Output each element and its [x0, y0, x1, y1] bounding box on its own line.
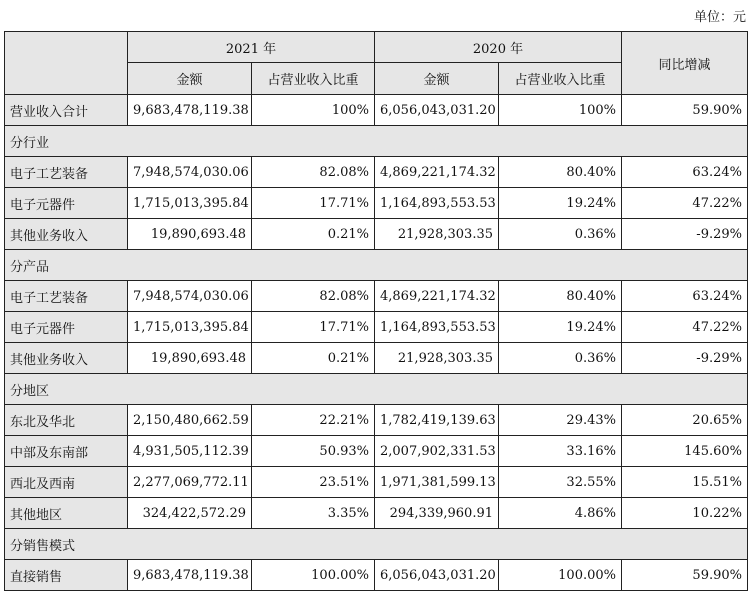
row-label: 电子元器件 — [5, 312, 128, 343]
amount-2021-cell: 7,948,574,030.06 — [128, 157, 252, 188]
amount-2020-cell: 4,869,221,174.32 — [375, 157, 499, 188]
revenue-table — [4, 31, 748, 591]
header-2021: 2021 年 — [128, 32, 375, 63]
amount-2020-cell: 1,782,419,139.63 — [375, 405, 499, 436]
row-label: 电子工艺装备 — [5, 157, 128, 188]
row-label: 电子工艺装备 — [5, 281, 128, 312]
row-label: 东北及华北 — [5, 405, 128, 436]
table-row — [5, 498, 748, 529]
table-row — [5, 157, 748, 188]
header-ratio-2020: 占营业收入比重 — [499, 63, 622, 95]
amount-2020-cell: 1,164,893,553.53 — [375, 188, 499, 219]
ratio-2020-cell: 80.40% — [499, 157, 622, 188]
header-row-years — [5, 32, 748, 63]
amount-2021-cell: 1,715,013,395.84 — [128, 188, 252, 219]
table-row — [5, 560, 748, 591]
ratio-2020-cell: 19.24% — [499, 188, 622, 219]
ratio-2021-cell: 23.51% — [252, 467, 375, 498]
row-label: 西北及西南 — [5, 467, 128, 498]
ratio-2021-cell: 3.35% — [252, 498, 375, 529]
amount-2021-cell: 9,683,478,119.38 — [128, 95, 252, 126]
yoy-cell: 59.90% — [622, 560, 748, 591]
ratio-2020-cell: 33.16% — [499, 436, 622, 467]
ratio-2021-cell: 50.93% — [252, 436, 375, 467]
section-title: 分产品 — [5, 250, 748, 281]
yoy-cell: 15.51% — [622, 467, 748, 498]
amount-2021-cell: 19,890,693.48 — [128, 219, 252, 250]
row-label: 其他业务收入 — [5, 343, 128, 374]
table-row — [5, 219, 748, 250]
header-ratio-2021: 占营业收入比重 — [252, 63, 375, 95]
unit-label: 单位：元 — [693, 10, 746, 25]
amount-2021-cell: 2,277,069,772.11 — [128, 467, 252, 498]
amount-2021-cell: 2,150,480,662.59 — [128, 405, 252, 436]
header-amount-2021: 金额 — [128, 63, 252, 95]
ratio-2020-cell: 100% — [499, 95, 622, 126]
yoy-cell: 63.24% — [622, 157, 748, 188]
header-yoy: 同比增减 — [622, 32, 748, 95]
ratio-2020-cell: 32.55% — [499, 467, 622, 498]
section-header-row — [5, 126, 748, 157]
section-title: 分地区 — [5, 374, 748, 405]
ratio-2020-cell: 0.36% — [499, 343, 622, 374]
table-row — [5, 312, 748, 343]
section-title: 分销售模式 — [5, 529, 748, 560]
yoy-cell: 10.22% — [622, 498, 748, 529]
ratio-2021-cell: 100% — [252, 95, 375, 126]
ratio-2020-cell: 100.00% — [499, 560, 622, 591]
ratio-2021-cell: 0.21% — [252, 343, 375, 374]
table-row — [5, 467, 748, 498]
ratio-2020-cell: 19.24% — [499, 312, 622, 343]
table-row — [5, 343, 748, 374]
row-label: 中部及东南部 — [5, 436, 128, 467]
ratio-2021-cell: 82.08% — [252, 281, 375, 312]
row-label: 营业收入合计 — [5, 95, 128, 126]
row-label: 直接销售 — [5, 560, 128, 591]
table-row — [5, 188, 748, 219]
header-amount-2020: 金额 — [375, 63, 499, 95]
table-row — [5, 436, 748, 467]
amount-2020-cell: 294,339,960.91 — [375, 498, 499, 529]
header-corner-cell — [5, 32, 128, 95]
amount-2020-cell: 21,928,303.35 — [375, 219, 499, 250]
table-row — [5, 281, 748, 312]
amount-2021-cell: 9,683,478,119.38 — [128, 560, 252, 591]
amount-2020-cell: 6,056,043,031.20 — [375, 95, 499, 126]
amount-2021-cell: 7,948,574,030.06 — [128, 281, 252, 312]
ratio-2021-cell: 17.71% — [252, 188, 375, 219]
amount-2021-cell: 4,931,505,112.39 — [128, 436, 252, 467]
ratio-2020-cell: 29.43% — [499, 405, 622, 436]
ratio-2021-cell: 0.21% — [252, 219, 375, 250]
row-label: 其他地区 — [5, 498, 128, 529]
amount-2021-cell: 1,715,013,395.84 — [128, 312, 252, 343]
total-row — [5, 95, 748, 126]
ratio-2021-cell: 82.08% — [252, 157, 375, 188]
table-row — [5, 405, 748, 436]
ratio-2020-cell: 80.40% — [499, 281, 622, 312]
yoy-cell: -9.29% — [622, 219, 748, 250]
yoy-cell: 145.60% — [622, 436, 748, 467]
header-2020: 2020 年 — [375, 32, 622, 63]
yoy-cell: 47.22% — [622, 312, 748, 343]
amount-2020-cell: 1,971,381,599.13 — [375, 467, 499, 498]
row-label: 电子元器件 — [5, 188, 128, 219]
amount-2020-cell: 4,869,221,174.32 — [375, 281, 499, 312]
section-header-row — [5, 250, 748, 281]
row-label: 其他业务收入 — [5, 219, 128, 250]
amount-2020-cell: 21,928,303.35 — [375, 343, 499, 374]
yoy-cell: 20.65% — [622, 405, 748, 436]
amount-2020-cell: 1,164,893,553.53 — [375, 312, 499, 343]
yoy-cell: -9.29% — [622, 343, 748, 374]
amount-2020-cell: 2,007,902,331.53 — [375, 436, 499, 467]
amount-2020-cell: 6,056,043,031.20 — [375, 560, 499, 591]
ratio-2021-cell: 22.21% — [252, 405, 375, 436]
ratio-2021-cell: 100.00% — [252, 560, 375, 591]
ratio-2020-cell: 0.36% — [499, 219, 622, 250]
yoy-cell: 47.22% — [622, 188, 748, 219]
section-header-row — [5, 374, 748, 405]
ratio-2020-cell: 4.86% — [499, 498, 622, 529]
amount-2021-cell: 324,422,572.29 — [128, 498, 252, 529]
section-title: 分行业 — [5, 126, 748, 157]
yoy-cell: 59.90% — [622, 95, 748, 126]
amount-2021-cell: 19,890,693.48 — [128, 343, 252, 374]
ratio-2021-cell: 17.71% — [252, 312, 375, 343]
yoy-cell: 63.24% — [622, 281, 748, 312]
section-header-row — [5, 529, 748, 560]
